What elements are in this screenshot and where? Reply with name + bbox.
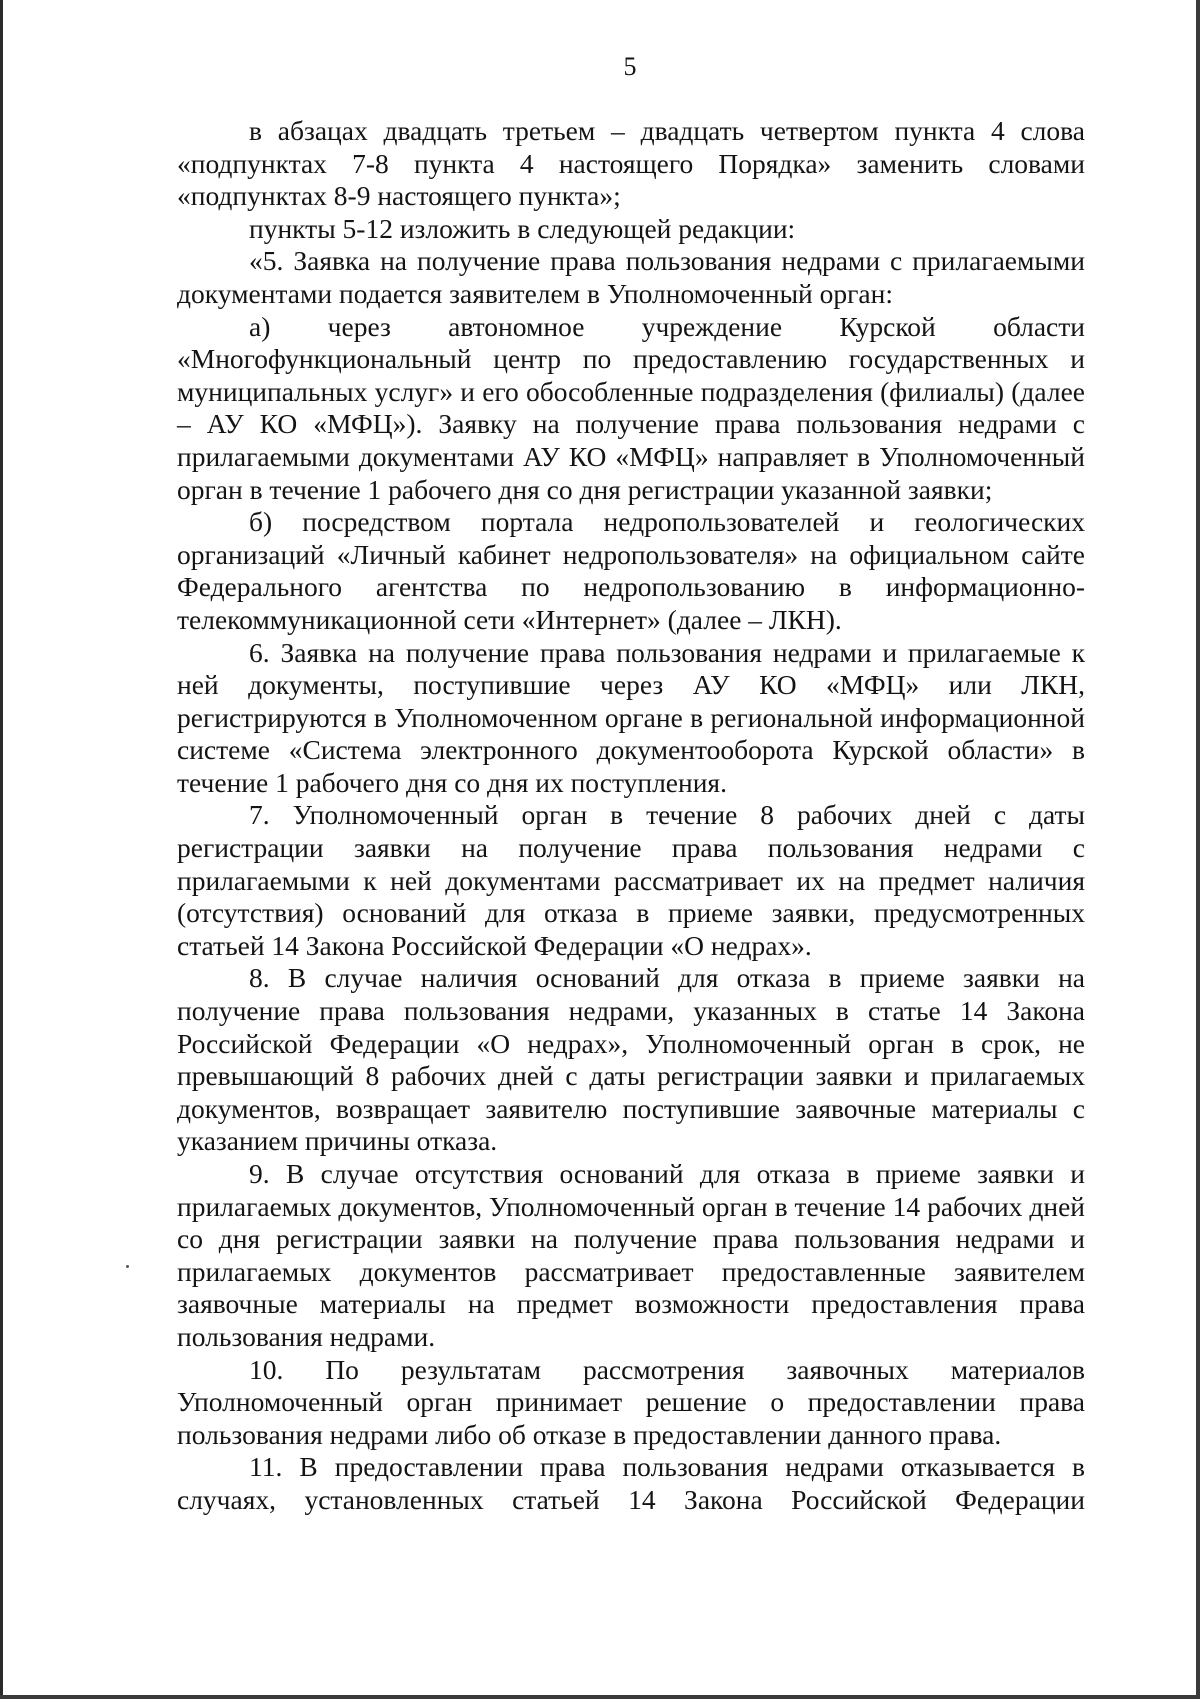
- scan-edge-right: [1196, 0, 1200, 1699]
- paragraph-item-11: 11. В предоставлении права пользования недрами отказывается в случаях, установленных статьей 14 Закона Российской Федерации: [177, 1451, 1085, 1515]
- page-number: 5: [623, 52, 637, 81]
- paragraph-item-10: 10. По результатам рассмотрения заявочных материалов Уполномоченный орган принимает решение о предоставлении права пользования недрами либо об отказе в предоставлении данного права.: [177, 1353, 1085, 1450]
- paragraph-item-5: «5. Заявка на получение права пользования недрами с прилагаемыми документами подается заявителем в Уполномоченный орган:: [177, 245, 1085, 309]
- scan-speck: [126, 1265, 129, 1268]
- paragraph-subitem-b: б) посредством портала недропользователей и геологических организаций «Личный кабинет недропользователя» на официальном сайте Федерального агентства по недропользованию в информационно-телекоммуникационной сети «Интернет» (далее – ЛКН).: [177, 506, 1085, 635]
- paragraph-subitem-a: а) через автономное учреждение Курской области «Многофункциональный центр по предоставлению государственных и муниципальных услуг» и его обособленные подразделения (филиалы) (далее – АУ КО «МФЦ»). Заявку на получение права пользования недрами с прилагаемыми документами АУ КО «МФЦ» направляет в Уполномоченный орган в течение 1 рабочего дня со дня регистрации указанной заявки;: [177, 310, 1085, 505]
- paragraph-item-6: 6. Заявка на получение права пользования недрами и прилагаемые к ней документы, поступившие через АУ КО «МФЦ» или ЛКН, регистрируются в Уполномоченном органе в региональной информационной системе «Система электронного документооборота Курской области» в течение 1 рабочего дня со дня их поступления.: [177, 636, 1085, 798]
- scan-edge-bottom: [0, 1695, 1200, 1699]
- document-body: [177, 115, 1085, 1517]
- paragraph-items-5-12: пункты 5-12 изложить в следующей редакции:: [249, 212, 796, 244]
- paragraph-item-7: 7. Уполномоченный орган в течение 8 рабочих дней с даты регистрации заявки на получение права пользования недрами с прилагаемыми к ней документами рассматривает их на предмет наличия (отсутствия) оснований для отказа в приеме заявки, предусмотренных статьей 14 Закона Российской Федерации «О недрах».: [177, 799, 1085, 961]
- paragraph-amendment-intro: в абзацах двадцать третьем – двадцать четвертом пункта 4 слова «подпунктах 7-8 пункта 4 настоящего Порядка» заменить словами «подпунктах 8-9 настоящего пункта»;: [177, 115, 1085, 212]
- paragraph-item-9: 9. В случае отсутствия оснований для отказа в приеме заявки и прилагаемых документов, Уполномоченный орган в течение 14 рабочих дней со дня регистрации заявки на получение права пользования недрами и прилагаемых документов рассматривает предоставленные заявителем заявочные материалы на предмет возможности предоставления права пользования недрами.: [177, 1158, 1085, 1352]
- paragraph-item-8: 8. В случае наличия оснований для отказа в приеме заявки на получение права пользования недрами, указанных в статье 14 Закона Российской Федерации «О недрах», Уполномоченный орган в срок, не превышающий 8 рабочих дней с даты регистрации заявки и прилагаемых документов, возвращает заявителю поступившие заявочные материалы с указанием причины отказа.: [177, 962, 1085, 1157]
- scan-edge-left: [0, 0, 3, 1699]
